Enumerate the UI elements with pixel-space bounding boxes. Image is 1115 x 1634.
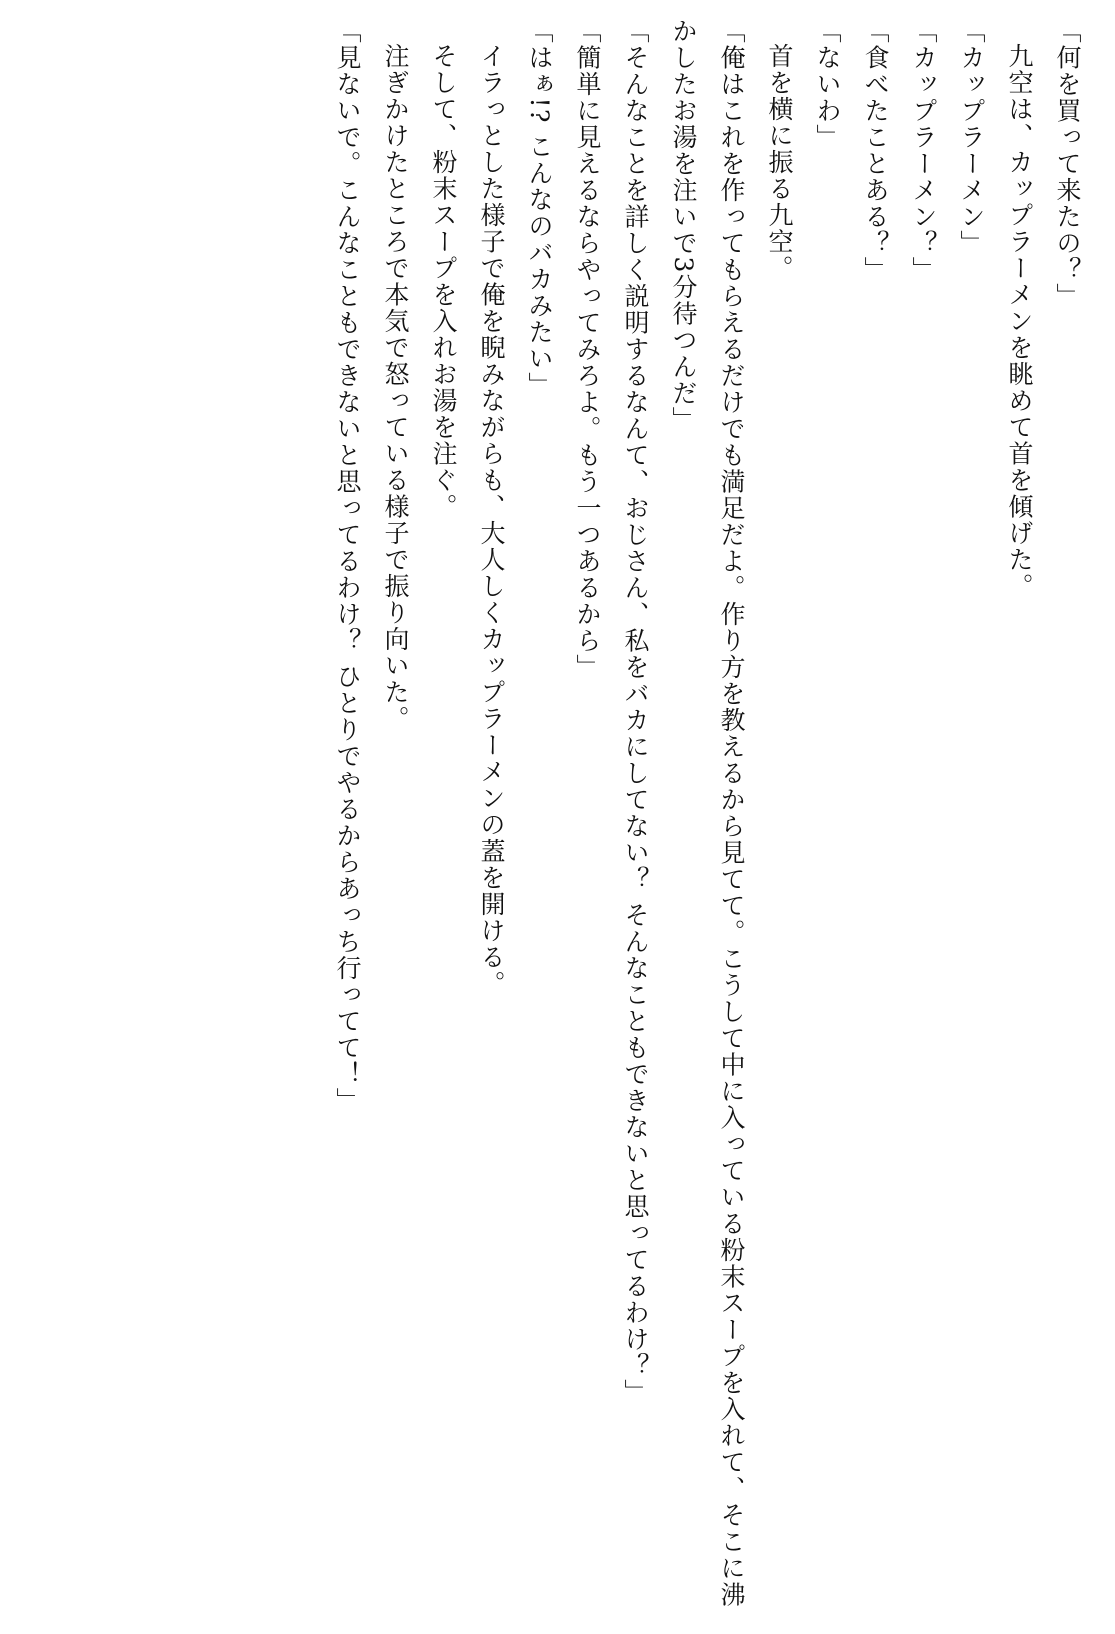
paragraph: 首を横に振る九空。 [765,43,794,282]
paragraph: 九空は、カップラーメンを眺めて首を傾げた。 [1005,43,1034,600]
paragraph: 「カップラーメン」 [957,18,986,257]
paragraph: そして、粉末スープを入れお湯を注ぐ。 [429,43,458,520]
paragraph: 「俺はこれを作ってもらえるだけでも満足だよ。作り方を教えるから見てて。こうして中に入っている粉末スープを入れて、そこに沸かしたお湯を注いで3分待つんだ」 [669,18,746,1608]
paragraph: 「そんなことを詳しく説明するなんて、おじさん、私をバカにしてない？ そんなこともできないと思ってるわけ？」 [621,18,650,1406]
paragraph: イラっとした様子で俺を睨みながらも、大人しくカップラーメンの蓋を開ける。 [477,43,506,997]
paragraph: 「簡単に見えるならやってみろよ。もう一つあるから」 [573,18,602,681]
novel-body-text [24,18,1091,1616]
paragraph: 「はぁ!? こんなのバカみたい」 [525,18,554,399]
paragraph: 「食べたことある？」 [861,18,890,283]
paragraph: 「ないわ」 [813,18,842,151]
paragraph: 注ぎかけたところで本気で怒っている様子で振り向いた。 [381,43,410,732]
paragraph: 「見ないで。こんなこともできないと思ってるわけ？ ひとりでやるからあっち行ってて！」 [333,18,362,1114]
paragraph: 「何を買って来たの？」 [1053,18,1082,310]
paragraph: 「カップラーメン？」 [909,18,938,283]
